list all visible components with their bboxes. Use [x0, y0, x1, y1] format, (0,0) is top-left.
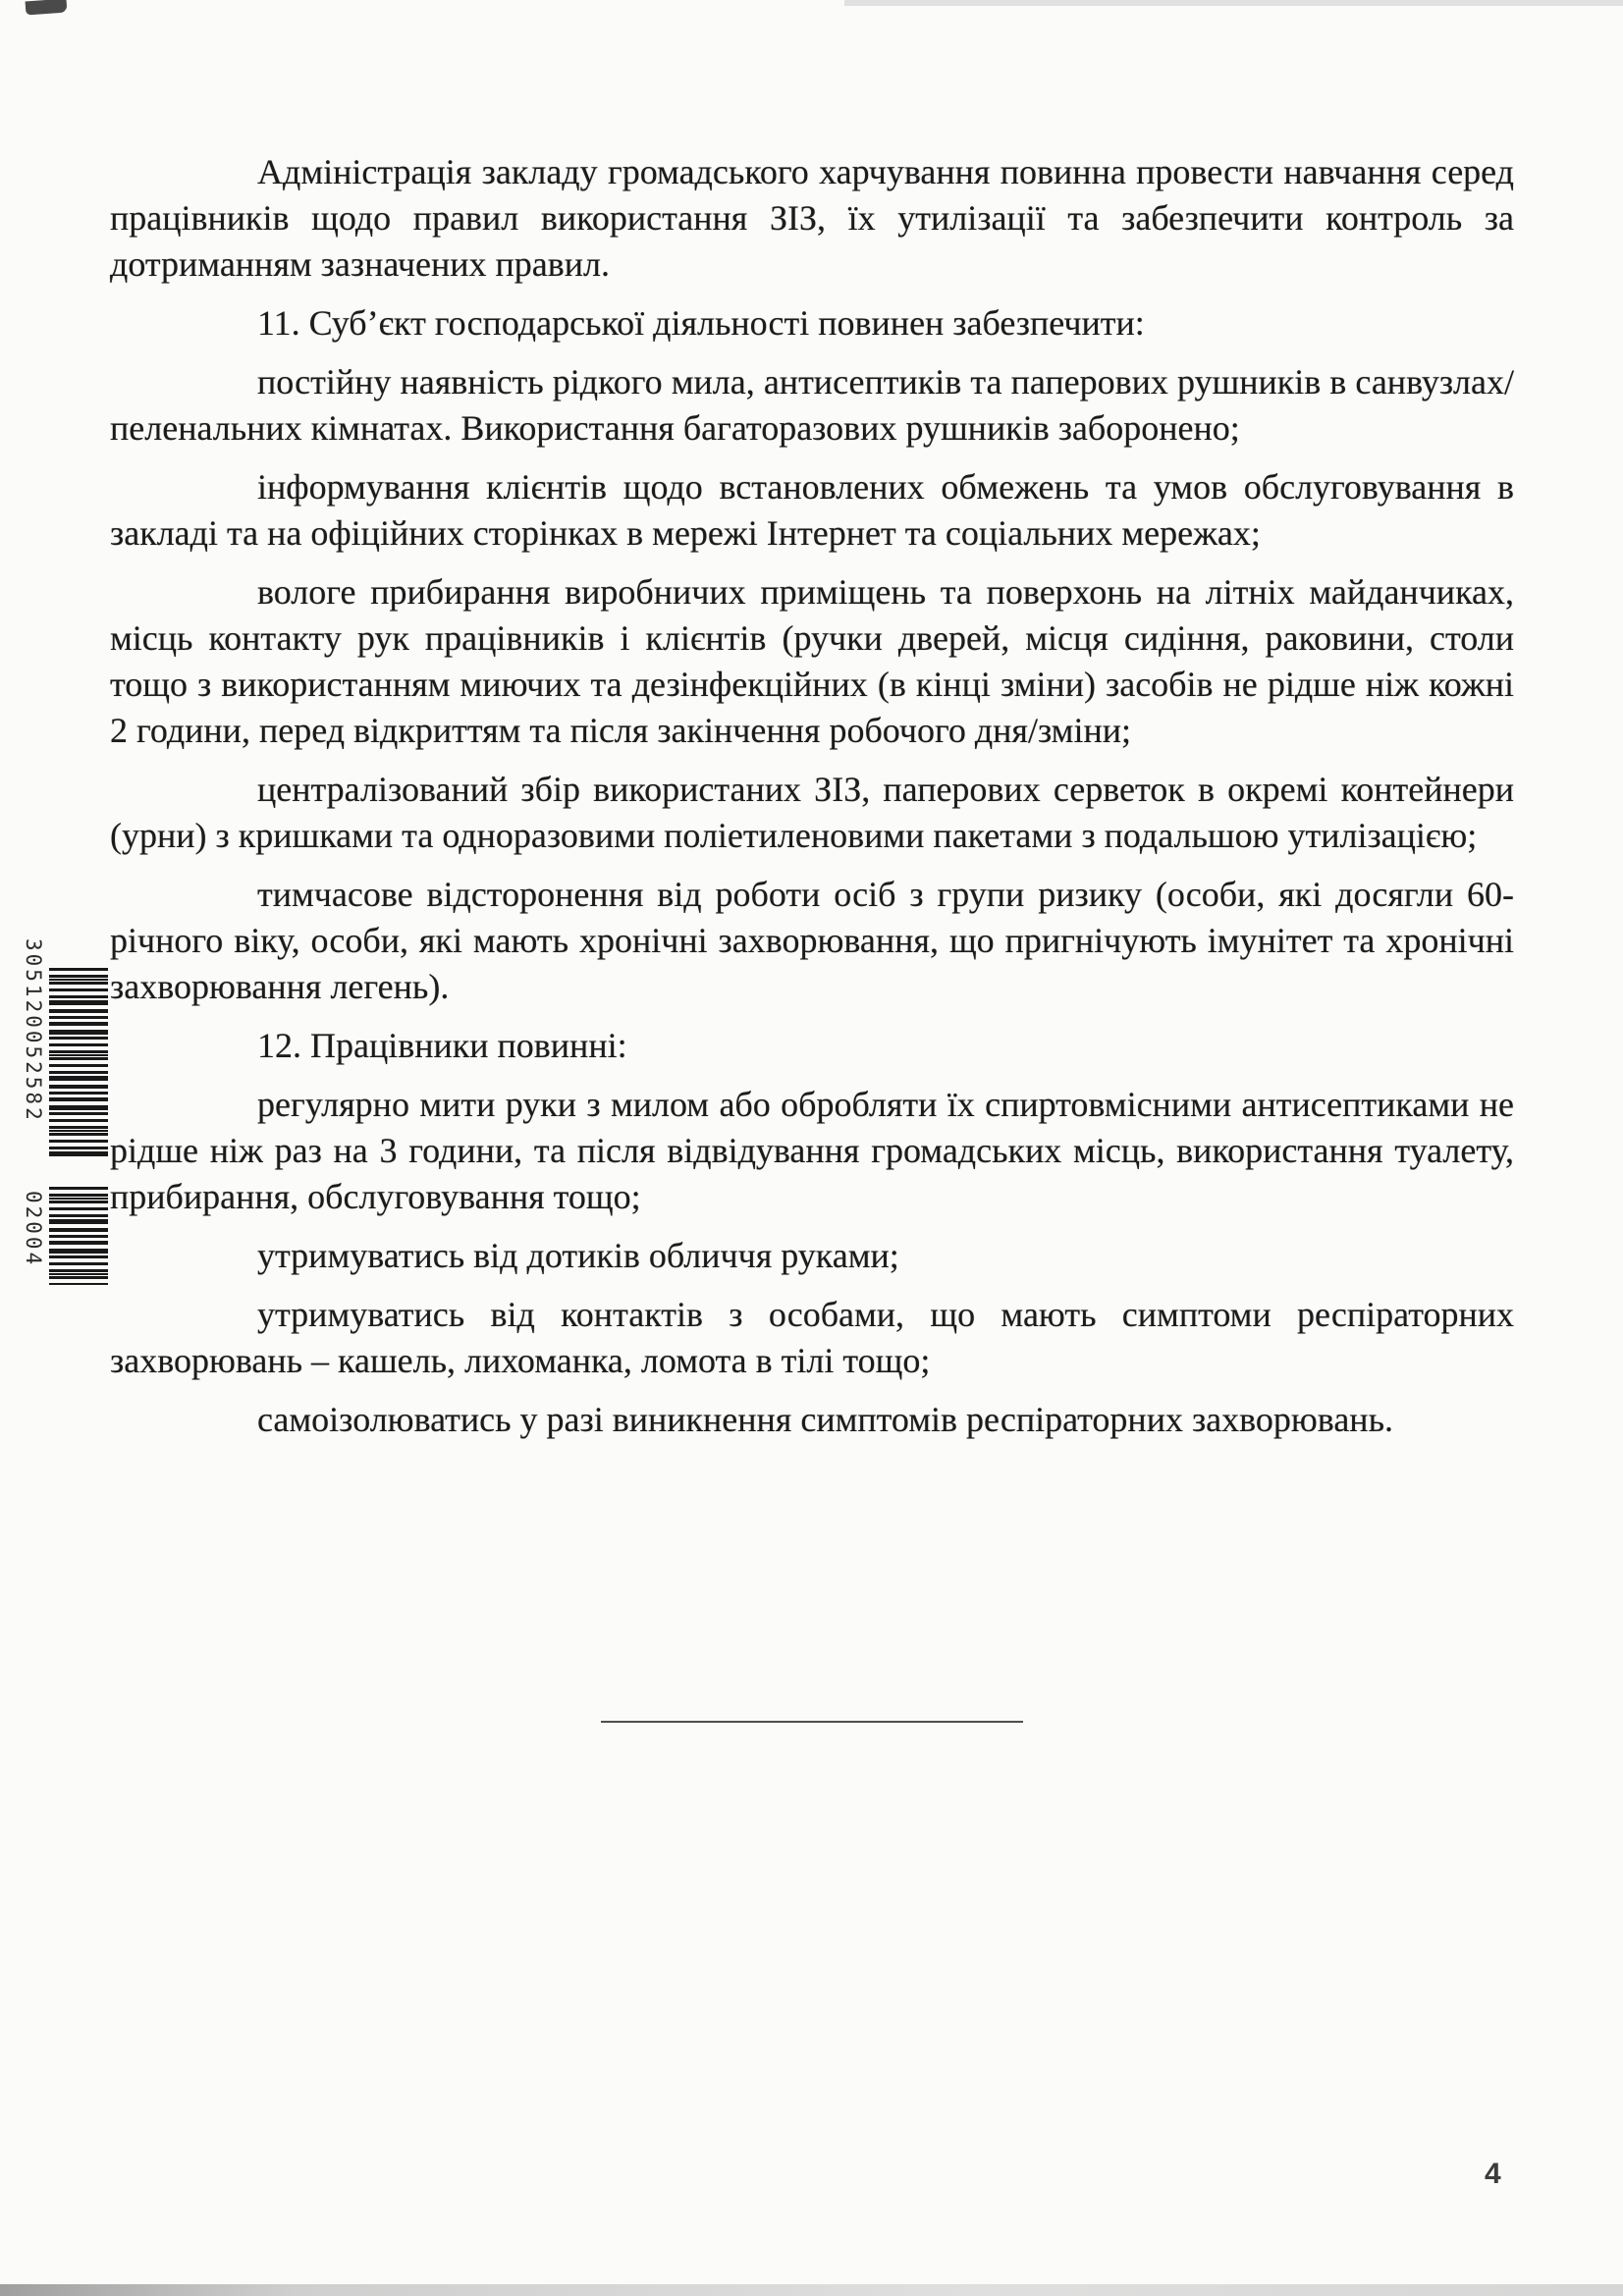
paragraph-avoid-face-touching: утримуватись від дотиків обличчя руками; [257, 1236, 899, 1275]
paragraph-self-isolation: самоізолюватись у разі виникнення симптомів респіраторних захворювань. [257, 1400, 1393, 1439]
paragraph-item-11-heading: 11. Суб’єкт господарської діяльності повинен забезпечити: [257, 303, 1145, 343]
document-text-block [110, 149, 1514, 1456]
paragraph-client-information: інформування клієнтів щодо встановлених обмежень та умов обслуговування в закладі та на офіційних сторінках в мережі Інтернет та соціальних мережах; [110, 467, 1514, 553]
paragraph-hand-washing: регулярно мити руки з милом або обробляти їх спиртовмісними антисептиками не рідше ніж раз на 3 години, та після відвідування громадських місць, використання туалету, прибирання, обслуговування тощо; [110, 1085, 1514, 1216]
paragraph-wet-cleaning: вологе прибирання виробничих приміщень та поверхонь на літніх майданчиках, місць контакту рук працівників і клієнтів (ручки дверей, місця сидіння, раковини, столи тощо з використанням миючих та дезінфекційних (в кінці зміни) засобів не рідше ніж кожні 2 години, перед відкриттям та після закінчення робочого дня/зміни; [110, 572, 1514, 750]
barcode-2-digits: 02004 [22, 1191, 45, 1268]
barcode-1-digits: 305120052582 [22, 938, 45, 1123]
scan-artifact-top-edge [844, 0, 1623, 6]
page-number: 4 [1485, 2158, 1501, 2190]
paragraph-risk-group-suspension: тимчасове відсторонення від роботи осіб з групи ризику (особи, які досягли 60-річного віку, особи, які мають хронічні захворювання, що пригнічують імунітет та хронічні захворювання легень). [110, 875, 1514, 1006]
barcode-2-bars-icon [49, 1187, 108, 1285]
paragraph-avoid-contacts: утримуватись від контактів з особами, що мають симптоми респіраторних захворювань – кашель, лихоманка, ломота в тілі тощо; [110, 1295, 1514, 1380]
signature-line [601, 1721, 1023, 1723]
paragraph-admin-training: Адміністрація закладу громадського харчування повинна провести навчання серед працівників щодо правил використання ЗІЗ, їх утилізації та забезпечити контроль за дотриманням зазначених правил. [110, 152, 1514, 284]
scan-artifact-top-left [26, 0, 68, 15]
paragraph-item-12-heading: 12. Працівники повинні: [257, 1026, 627, 1065]
paragraph-ppe-collection: централізований збір використаних ЗІЗ, паперових серветок в окремі контейнери (урни) з кришками та одноразовими поліетиленовими пакетами з подальшою утилізацією; [110, 770, 1514, 855]
barcode-1 [24, 938, 108, 1160]
scan-artifact-bottom-edge [0, 2284, 1623, 2296]
barcode-2 [24, 1181, 108, 1285]
barcode-1-bars-icon [49, 968, 108, 1160]
paragraph-soap-availability: постійну наявність рідкого мила, антисептиків та паперових рушників в санвузлах/пеленальних кімнатах. Використання багаторазових рушників заборонено; [110, 362, 1514, 448]
